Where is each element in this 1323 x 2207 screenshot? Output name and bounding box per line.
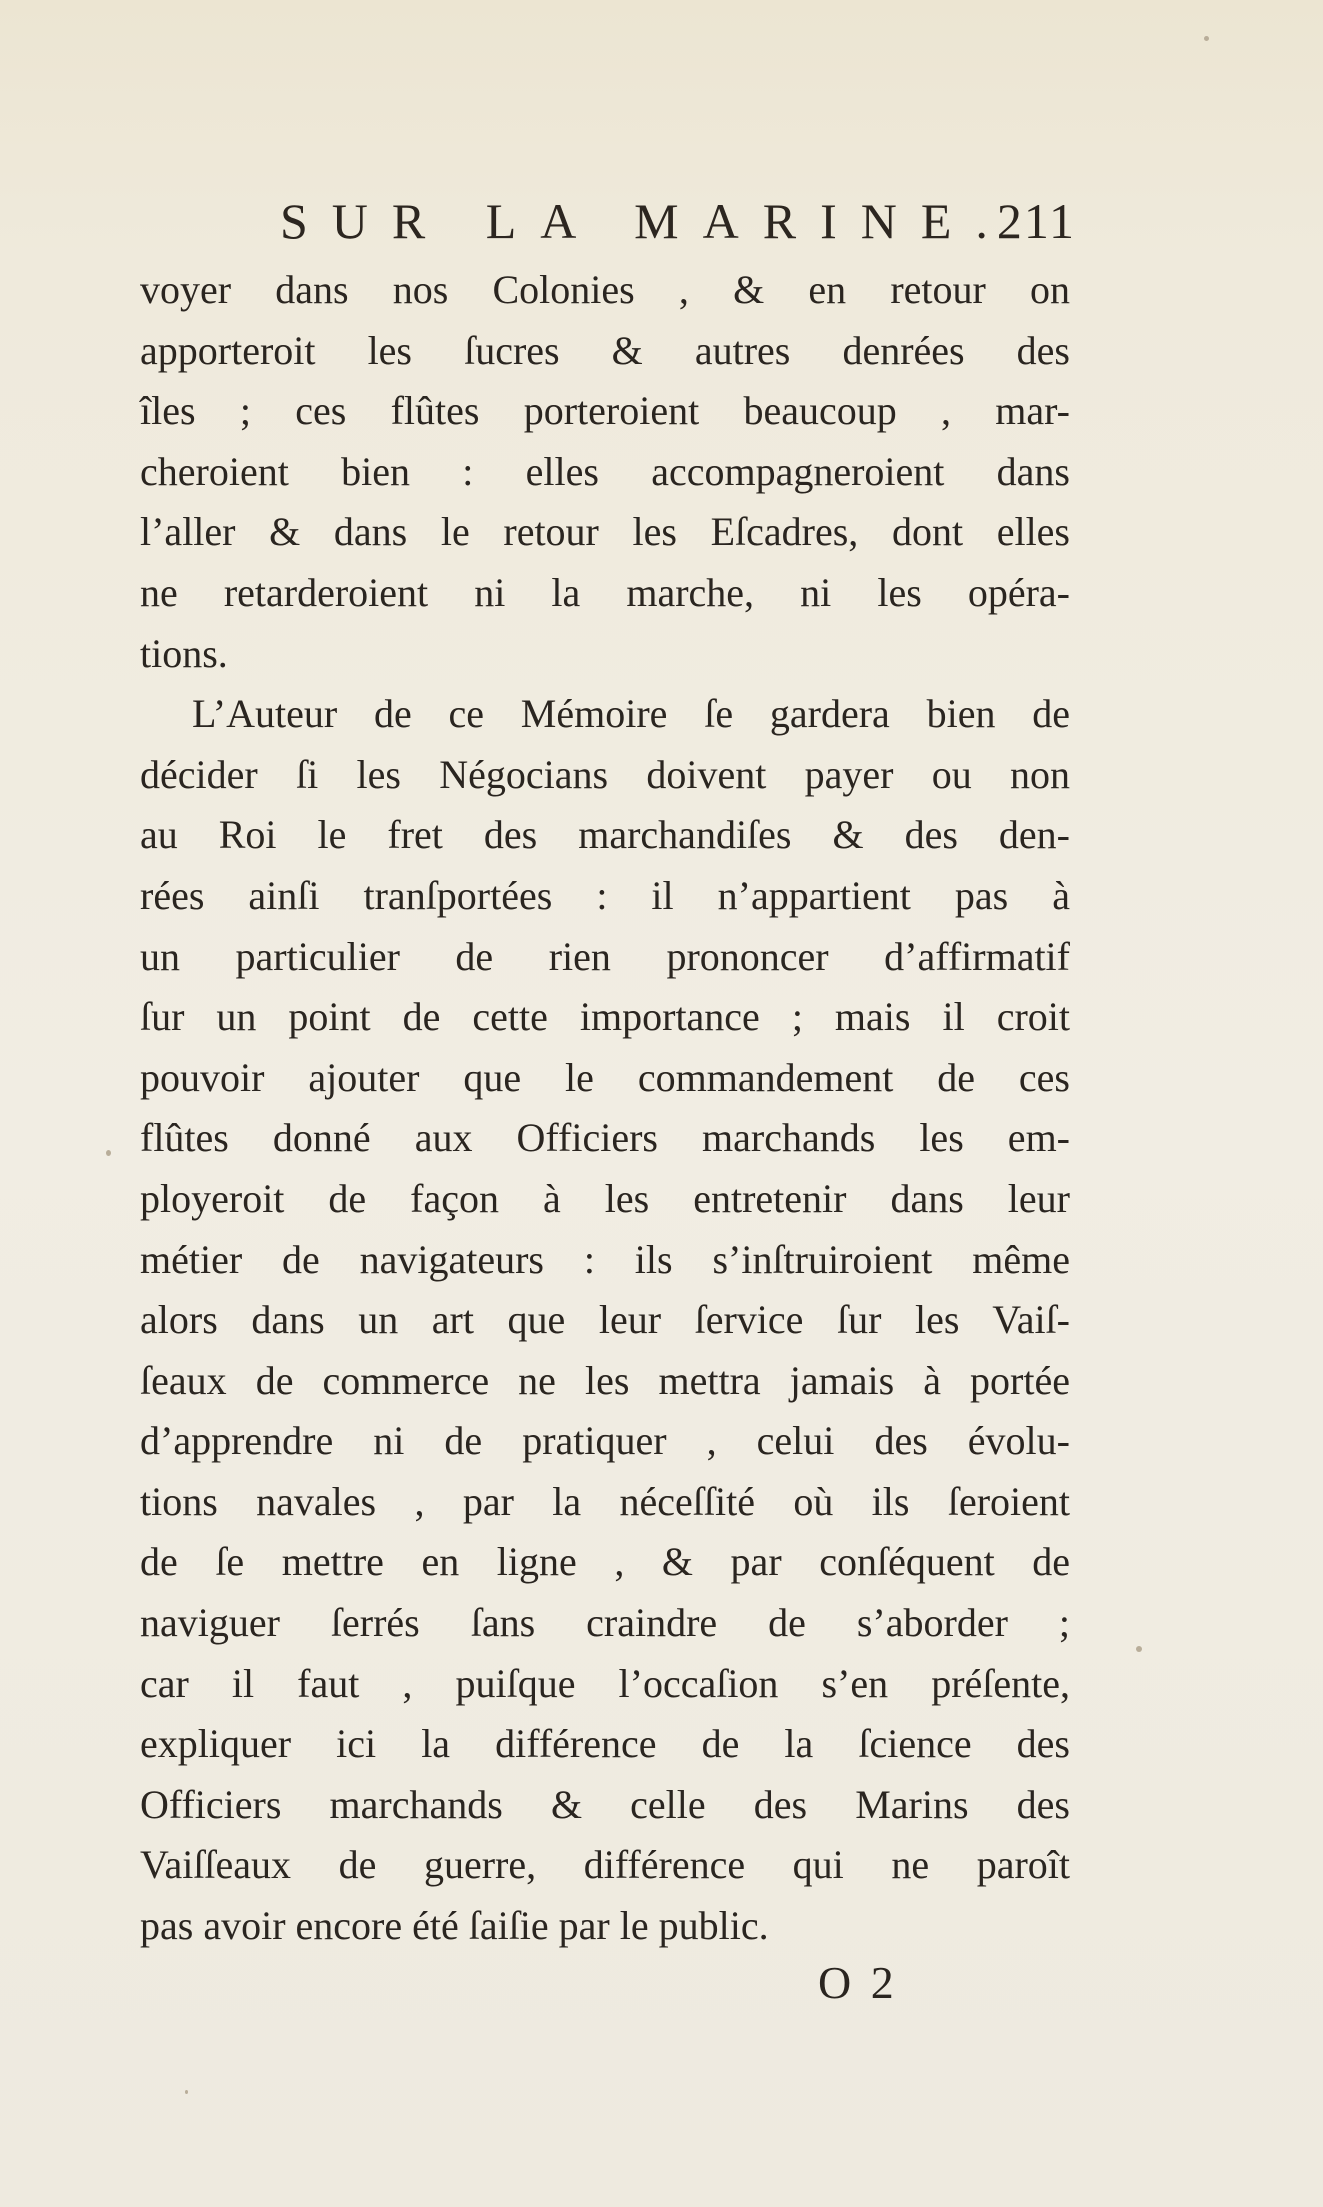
text-line: alors dans un art que leur ſervice ſur les Vaiſ- [140, 1297, 1070, 1343]
page-header [280, 192, 1080, 262]
foxing-spot [1204, 36, 1209, 41]
text-line: ſur un point de cette importance ; mais il croit [140, 994, 1070, 1040]
text-line: flûtes donné aux Officiers marchands les em- [140, 1115, 1070, 1161]
body-text [140, 260, 1070, 1957]
text-line: décider ſi les Négocians doivent payer ou non [140, 751, 1070, 797]
text-line: voyer dans nos Colonies , & en retour on [140, 267, 1070, 312]
text-line: au Roi le fret des marchandiſes & des den- [140, 812, 1070, 858]
foxing-spot [106, 1150, 111, 1156]
text-line: un particulier de rien prononcer d’affirmatif [140, 933, 1070, 979]
text-line: métier de navigateurs : ils s’inſtruiroient même [140, 1236, 1070, 1282]
signature-mark: O 2 [818, 1957, 898, 2008]
text-line: cheroient bien : elles accompagneroient dans [140, 448, 1070, 494]
foxing-spot [1136, 1646, 1142, 1652]
text-line: L’Auteur de ce Mémoire ſe gardera bien de [192, 691, 1070, 737]
text-line: naviguer ſerrés ſans craindre de s’aborder ; [140, 1600, 1070, 1646]
foxing-spot [185, 2090, 188, 2094]
text-line: îles ; ces flûtes porteroient beaucoup , mar- [140, 388, 1070, 434]
text-line: rées ainſi tranſportées : il n’appartient pas à [140, 872, 1070, 918]
text-line: tions. [140, 630, 228, 676]
text-line: pas avoir encore été ſaiſie par le public. [140, 1903, 769, 1949]
text-line: pouvoir ajouter que le commandement de ces [140, 1054, 1070, 1100]
text-line: expliquer ici la différence de la ſcience des [140, 1721, 1070, 1767]
text-line: Vaiſſeaux de guerre, différence qui ne paroît [140, 1842, 1070, 1888]
text-line: tions navales , par la néceſſité où ils ſeroient [140, 1478, 1070, 1524]
text-line: apporteroit les ſucres & autres denrées des [140, 327, 1070, 373]
text-line: de ſe mettre en ligne , & par conſéquent de [140, 1539, 1070, 1585]
text-line: ployeroit de façon à les entretenir dans leur [140, 1175, 1070, 1221]
running-title: SUR LA MARINE. [280, 193, 1012, 249]
text-line: ne retarderoient ni la marche, ni les opéra- [140, 569, 1070, 615]
text-line: car il faut , puiſque l’occaſion s’en préſente, [140, 1660, 1070, 1706]
page-number: 211 [996, 193, 1076, 249]
text-line: Officiers marchands & celle des Marins des [140, 1781, 1070, 1827]
text-line: d’apprendre ni de pratiquer , celui des évolu- [140, 1418, 1070, 1464]
text-line: l’aller & dans le retour les Eſcadres, dont elles [140, 509, 1070, 555]
text-line: ſeaux de commerce ne les mettra jamais à portée [140, 1357, 1070, 1403]
